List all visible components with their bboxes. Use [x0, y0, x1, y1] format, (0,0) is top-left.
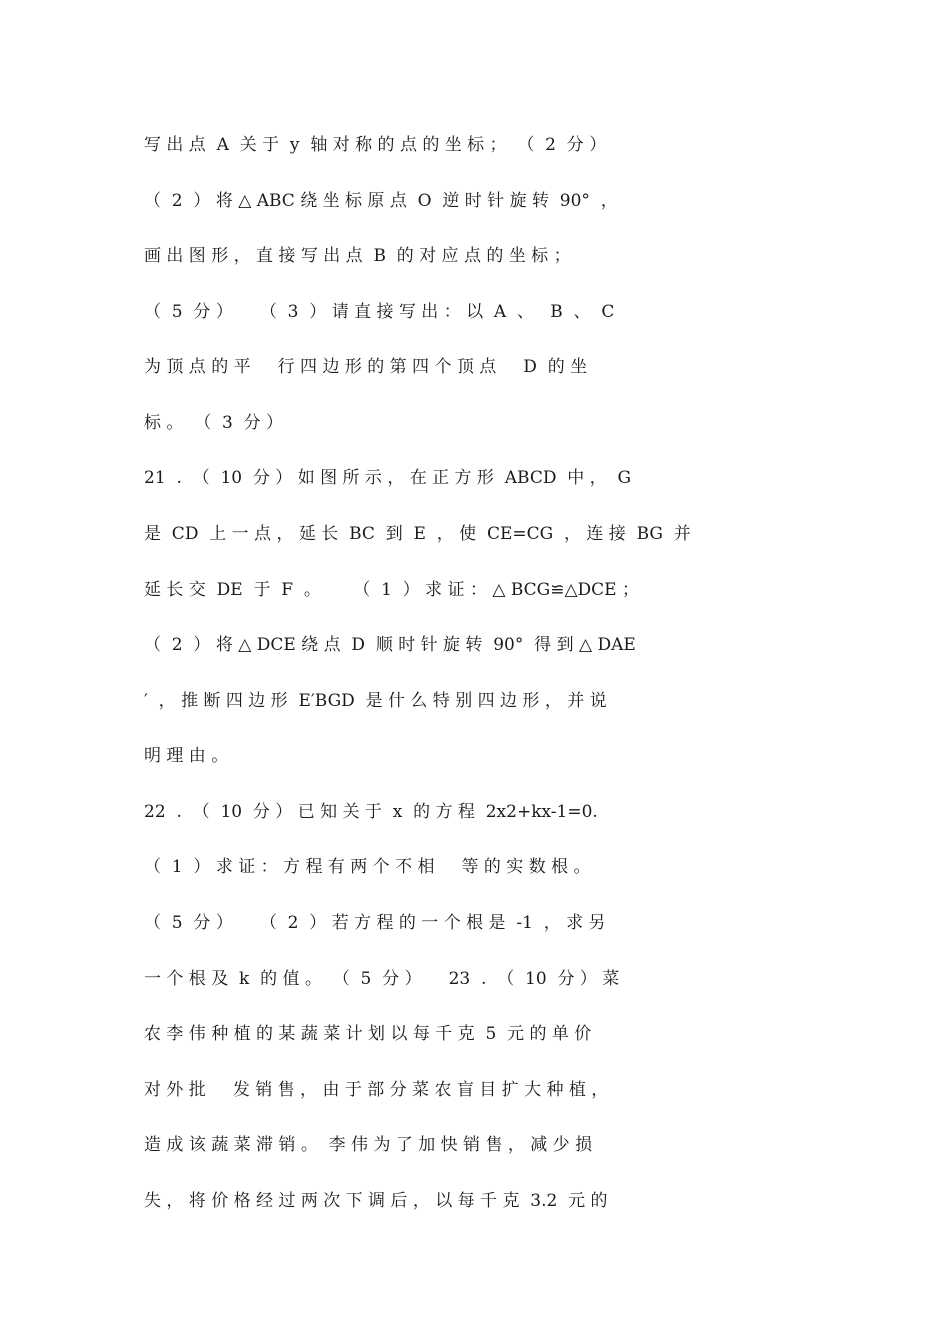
- text-line: ′ ， 推 断 四 边 形 E′BGD 是 什 么 特 别 四 边 形 ， 并 说: [144, 691, 607, 711]
- text-line: 造 成 该 蔬 菜 滞 销 。 李 伟 为 了 加 快 销 售 ， 减 少 损: [144, 1135, 593, 1155]
- text-line: 是 CD 上 一 点 ， 延 长 BC 到 E ， 使 CE=CG ， 连 接 BG 并: [144, 524, 691, 544]
- text-line: （ 1 ） 求 证 ： 方 程 有 两 个 不 相 等 的 实 数 根 。: [144, 857, 591, 877]
- text-line: 写 出 点 A 关 于 y 轴 对 称 的 点 的 坐 标 ； （ 2 分 ）: [144, 135, 607, 155]
- text-line: （ 2 ） 将 △ DCE 绕 点 D 顺 时 针 旋 转 90° 得 到 △ DAE: [144, 635, 636, 655]
- text-line: 一 个 根 及 k 的 值 。 （ 5 分 ） 23 . （ 10 分 ） 菜: [144, 969, 620, 989]
- text-line: 延 长 交 DE 于 F 。 （ 1 ） 求 证 ： △ BCG≌△DCE ；: [144, 580, 639, 600]
- text-line: 失 ， 将 价 格 经 过 两 次 下 调 后 ， 以 每 千 克 3.2 元 的: [144, 1191, 608, 1211]
- text-line: 22 . （ 10 分 ） 已 知 关 于 x 的 方 程 2x2+kx-1=0.: [144, 802, 598, 822]
- text-line: 标 。 （ 3 分 ）: [144, 413, 284, 433]
- text-line: 为 顶 点 的 平 行 四 边 形 的 第 四 个 顶 点 D 的 坐: [144, 357, 588, 377]
- text-line: 对 外 批 发 销 售 ， 由 于 部 分 菜 农 盲 目 扩 大 种 植 ，: [144, 1080, 609, 1100]
- text-line: （ 5 分 ） （ 2 ） 若 方 程 的 一 个 根 是 -1 ， 求 另: [144, 913, 606, 933]
- text-line: （ 2 ） 将 △ ABC 绕 坐 标 原 点 O 逆 时 针 旋 转 90° ，: [144, 191, 618, 211]
- text-line: 画 出 图 形 ， 直 接 写 出 点 B 的 对 应 点 的 坐 标 ；: [144, 246, 571, 266]
- text-line: （ 5 分 ） （ 3 ） 请 直 接 写 出 ： 以 A 、 B 、 C: [144, 302, 615, 322]
- text-line: 21 . （ 10 分 ） 如 图 所 示 ， 在 正 方 形 ABCD 中 ， G: [144, 468, 632, 488]
- text-line: 农 李 伟 种 植 的 某 蔬 菜 计 划 以 每 千 克 5 元 的 单 价: [144, 1024, 592, 1044]
- text-line: 明 理 由 。: [144, 746, 229, 766]
